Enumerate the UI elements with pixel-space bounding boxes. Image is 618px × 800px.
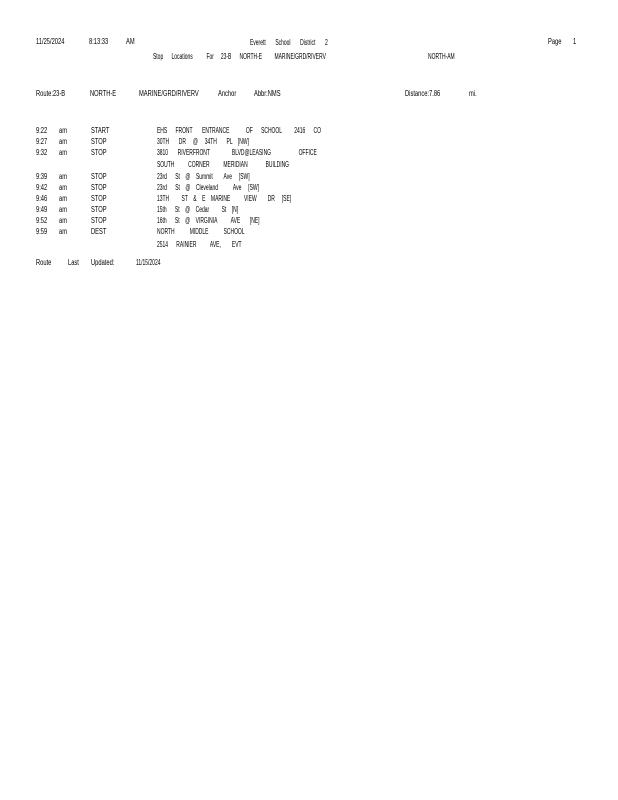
stop-time: 9:52	[36, 216, 48, 225]
stop-time: 9:59	[36, 227, 48, 236]
route-abbr: Abbr:NMS	[254, 89, 281, 98]
report-date: 11/25/2024	[36, 37, 65, 46]
route-id: Route:23-B	[36, 89, 66, 98]
stop-row	[0, 216, 618, 227]
stop-ampm: am	[59, 205, 68, 214]
stop-location: 2514 RAINIER AVE, EVT	[157, 240, 242, 249]
stop-location: 23rd St @ Cleveland Ave [SW]	[157, 183, 259, 192]
stop-row	[0, 227, 618, 238]
route-name: MARINE/GRD/RIVERV	[139, 89, 199, 98]
stop-location: 30TH DR @ 34TH PL [NW]	[157, 137, 249, 146]
page-number: 1	[573, 37, 577, 46]
footer-last-label: Last	[68, 258, 79, 267]
route-distance-unit: mi.	[469, 89, 477, 98]
stop-row	[0, 172, 618, 183]
route-region: NORTH-E	[90, 89, 117, 98]
stop-row-continuation	[0, 240, 618, 251]
stop-row	[0, 148, 618, 159]
stop-location: 13TH ST & E MARINE VIEW DR [SE]	[157, 194, 292, 203]
stop-time: 9:46	[36, 194, 48, 203]
stop-time: 9:42	[36, 183, 48, 192]
footer-route-label: Route	[36, 258, 52, 267]
stop-location: NORTH MIDDLE SCHOOL	[157, 227, 245, 236]
stop-type: STOP	[91, 183, 107, 192]
stop-type: STOP	[91, 172, 107, 181]
report-ampm: AM	[126, 37, 135, 46]
report-time: 8:13:33	[89, 37, 109, 46]
route-distance: Distance:7.86	[405, 89, 441, 98]
footer-updated-date: 11/15/2024	[136, 258, 161, 267]
stop-row	[0, 194, 618, 205]
stop-time: 9:39	[36, 172, 48, 181]
stop-row	[0, 126, 618, 137]
stop-type: DEST	[91, 227, 107, 236]
stop-ampm: am	[59, 194, 68, 203]
stop-location: 16th St @ VIRGINIA AVE [NE]	[157, 216, 260, 225]
stop-ampm: am	[59, 137, 68, 146]
page-label: Page	[548, 37, 562, 46]
district-title: Everett School District 2	[250, 38, 328, 47]
stop-ampm: am	[59, 126, 68, 135]
stop-time: 9:22	[36, 126, 48, 135]
stop-location: EHS FRONT ENTRANCE OF SCHOOL 2416 CO	[157, 126, 321, 135]
route-anchor: Anchor	[218, 89, 237, 98]
stop-location: 3810 RIVERFRONT BLVD@LEASING OFFICE	[157, 148, 317, 157]
stop-row	[0, 183, 618, 194]
stop-type: STOP	[91, 137, 107, 146]
stop-row	[0, 137, 618, 148]
stop-type: STOP	[91, 194, 107, 203]
stop-row	[0, 205, 618, 216]
stop-type: STOP	[91, 216, 107, 225]
stop-ampm: am	[59, 172, 68, 181]
stop-time: 9:32	[36, 148, 48, 157]
stop-ampm: am	[59, 227, 68, 236]
stop-ampm: am	[59, 216, 68, 225]
stop-ampm: am	[59, 148, 68, 157]
report-subtitle-right: NORTH-AM	[428, 52, 455, 61]
stop-time: 9:49	[36, 205, 48, 214]
stop-type: START	[91, 126, 110, 135]
stop-location: 23rd St @ Summit Ave [SW]	[157, 172, 250, 181]
stop-type: STOP	[91, 148, 107, 157]
report-subtitle: Stop Locations For 23-B NORTH-E MARINE/GRD/RIVERV	[153, 52, 326, 61]
stop-location: SOUTH CORNER MERIDIAN BUILDING	[157, 160, 290, 169]
stop-time: 9:27	[36, 137, 48, 146]
stop-ampm: am	[59, 183, 68, 192]
stop-type: STOP	[91, 205, 107, 214]
stop-row-continuation	[0, 160, 618, 171]
stop-location: 15th St @ Cedar St [N]	[157, 205, 239, 214]
footer-updated-label: Updated:	[91, 258, 115, 267]
